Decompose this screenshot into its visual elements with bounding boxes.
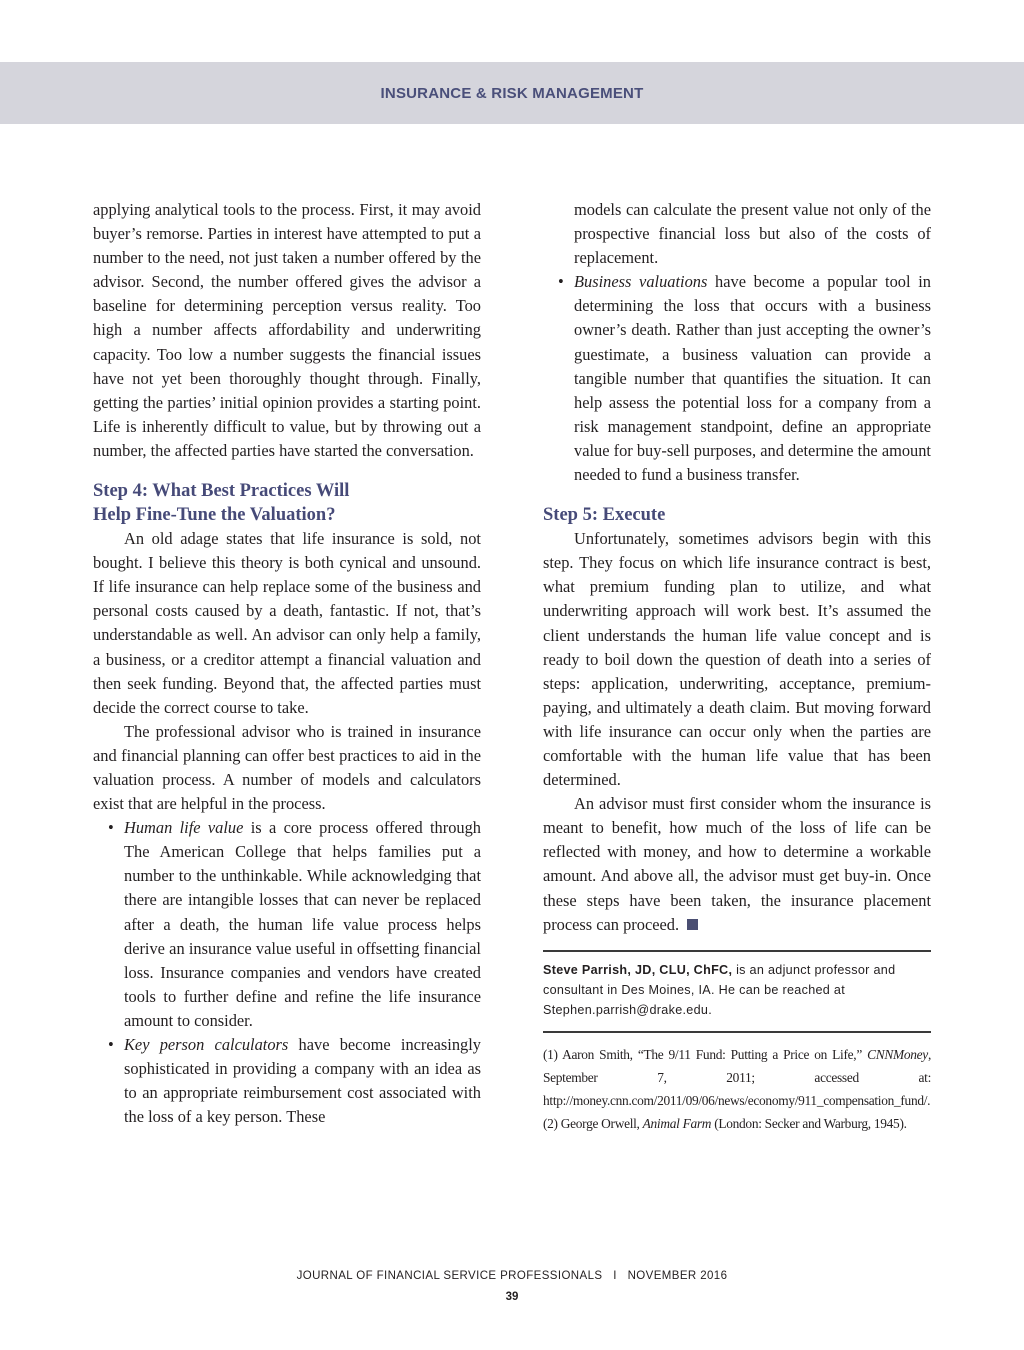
author-name: Steve Parrish, JD, CLU, ChFC,: [543, 962, 733, 977]
best-practices-list: [93, 816, 481, 1129]
bullet-term: Key person calculators: [124, 1035, 289, 1054]
bullet-term: Human life value: [124, 818, 244, 838]
step4-heading-line1: Step 4: What Best Practices Will: [93, 481, 350, 502]
footnote-1-text: (1) Aaron Smith, “The 9/11 Fund: Putting a Price on Life,”: [543, 1046, 868, 1062]
list-item-continued: [543, 198, 931, 270]
journal-footer: [0, 1270, 1024, 1282]
step4-paragraph-2: The professional advisor who is trained in insurance and financial planning can offer best practices to aid in the valuation process. A number of models and calculators exist that are helpful in the process.: [93, 721, 481, 814]
bio-divider-top: [543, 950, 931, 952]
footnotes: [543, 1043, 931, 1135]
bullet-text: models can calculate the present value not only of the prospective financial loss but also of the costs of replacement.: [574, 200, 931, 268]
bullet-term: Business valuations: [574, 272, 708, 292]
list-item: [543, 270, 931, 487]
end-of-article-icon: [687, 919, 698, 930]
bullet-text: have become increasingly sophisticated in providing a company with an idea as to an appropriate reimbursement cost associated with the loss of a key person. These: [124, 1035, 481, 1127]
step5-heading: Step 5: Execute: [543, 505, 666, 526]
page-number: 39: [505, 1291, 519, 1303]
bullet-marker: •: [108, 818, 114, 838]
step5-paragraph-1: Unfortunately, sometimes advisors begin with this step. They focus on which life insurance contract is best, what premium funding plan to utilize, and what underwriting approach will work best. It’s assumed the client understands the human life value concept and is ready to boil down the question of death into a series of steps: application, underwriting, acceptance, premium-paying, and ultimately a death claim. But moving forward with life insurance can occur only when the parties are comfortable with the human life value that has been determined.: [543, 529, 931, 790]
step4-heading-line2: Help Fine-Tune the Valuation?: [93, 505, 336, 526]
step4-heading: [93, 479, 481, 527]
footnote-2-text: (2) George Orwell,: [543, 1115, 643, 1131]
left-column: [93, 198, 481, 1129]
footnote-1-rest: , September 7, 2011; accessed at: http://money.cnn.com/2011/09/06/news/economy/911_compensation_fund/.: [543, 1046, 931, 1108]
list-item: [93, 1033, 481, 1129]
bullet-text: have become a popular tool in determining the loss that occurs with a business owner’s death. Rather than just accepting the owner’s guestimate, a business valuation can provide a tangible number that quantifies the situation. It can help assess the potential loss for a company from a risk management standpoint, define an appropriate value for buy-sell purposes, and determine the amount needed to fund a business transfer.: [574, 272, 931, 485]
footnote-2-rest: (London: Secker and Warburg, 1945).: [711, 1115, 907, 1131]
best-practices-list-continued: [543, 198, 931, 487]
bullet-marker: •: [108, 1035, 114, 1054]
author-bio: [543, 960, 931, 1020]
step5-paragraph-2: [543, 792, 931, 937]
journal-line: JOURNAL OF FINANCIAL SERVICE PROFESSIONALS I NOVEMBER 2016: [296, 1270, 728, 1282]
right-column: [543, 198, 931, 1135]
list-item: [93, 816, 481, 1033]
section-title: INSURANCE & RISK MANAGEMENT: [380, 85, 644, 102]
author-bio-text: is an adjunct professor and consultant in Des Moines, IA. He can be reached at Stephen.parrish@drake.edu.: [543, 962, 896, 1017]
bio-divider-bottom: [543, 1031, 931, 1033]
intro-paragraph: applying analytical tools to the process. First, it may avoid buyer’s remorse. Parties in interest have attempted to put a number to the need, not just taken a number offered by the advisor. Second, the number offered gives the advisor a baseline for determining perception versus reality. Too high a number affects affordability and underwriting capacity. Too low a number suggests the financial issues have not yet been thoroughly thought through. Finally, getting the parties’ initial opinion provides a starting point. Life is inherently difficult to value, but by throwing out a number, the affected parties have started the conversation.: [93, 200, 481, 460]
footnote-1-source: CNNMoney: [867, 1046, 928, 1062]
footnote-2: [543, 1112, 931, 1135]
bullet-marker: •: [558, 272, 564, 292]
step4-paragraph-1: An old adage states that life insurance is sold, not bought. I believe this theory is both cynical and unsound. If life insurance can help replace some of the business and personal costs caused by a death, fantastic. If not, that’s understandable as well. An advisor can only help a family, a business, or a creditor attempt a financial valuation and then seek funding. Beyond that, the affected parties must decide the correct course to take.: [93, 529, 481, 717]
footnote-1: [543, 1043, 931, 1112]
bullet-text: is a core process offered through The American College that helps families put a number to the unthinkable. While acknowledging that there are intangible losses that can never be replaced after a death, the human life value process helps derive an insurance value useful in offsetting financial loss. Insurance companies and vendors have created tools to further define and refine the life insurance amount to consider.: [124, 818, 481, 1030]
footnote-2-title: Animal Farm: [642, 1115, 712, 1131]
step5-paragraph-2-text: An advisor must first consider whom the insurance is meant to benefit, how much of the loss of life can be reflected with money, and how to determine a workable amount. And above all, the advisor must get buy-in. Once these steps have been taken, the insurance placement process can proceed.: [543, 794, 931, 934]
